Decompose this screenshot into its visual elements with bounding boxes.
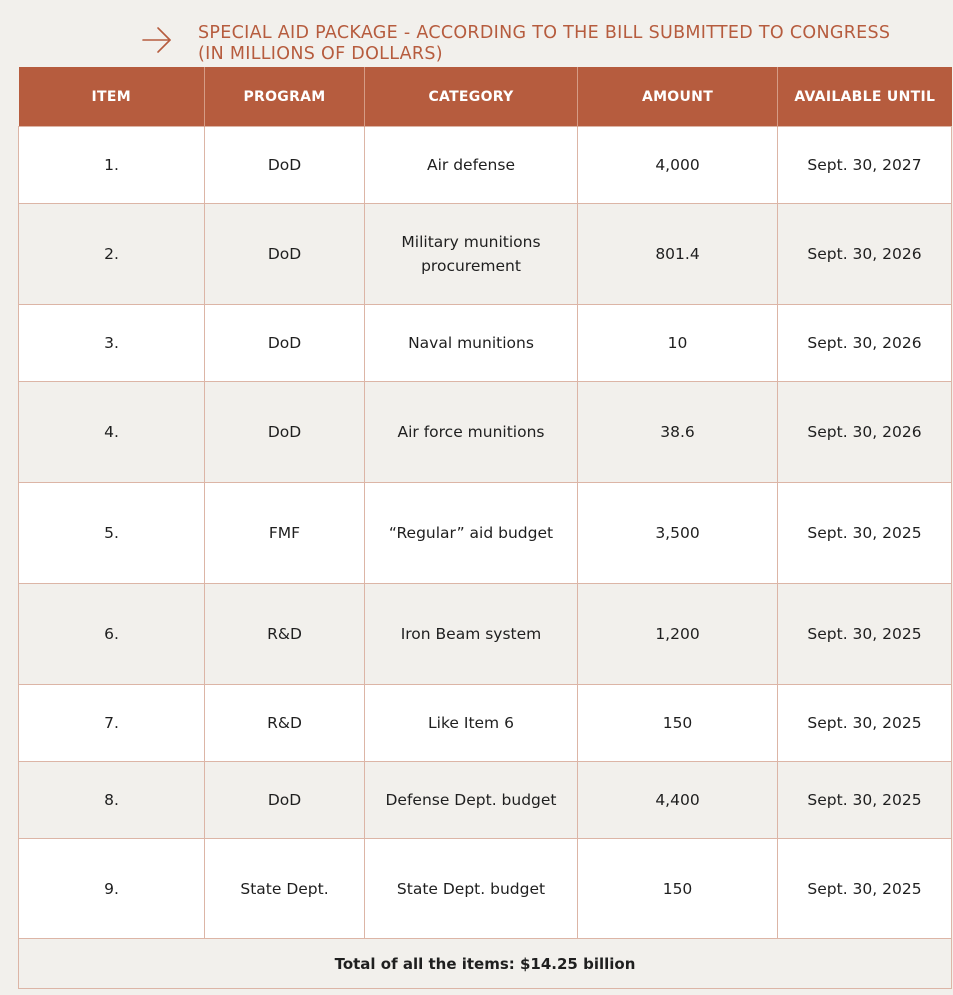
cell-category: Military munitions procurement [365, 204, 578, 305]
cell-item: 8. [19, 762, 205, 839]
cell-category: Defense Dept. budget [365, 762, 578, 839]
cell-program: R&D [205, 584, 365, 685]
cell-available-until: Sept. 30, 2026 [778, 382, 952, 483]
table-row [19, 483, 952, 584]
table-row [19, 839, 952, 939]
cell-category: Iron Beam system [365, 584, 578, 685]
table-row [19, 204, 952, 305]
cell-item: 5. [19, 483, 205, 584]
cell-available-until: Sept. 30, 2025 [778, 584, 952, 685]
page-title: SPECIAL AID PACKAGE - ACCORDING TO THE BILL SUBMITTED TO CONGRESS (IN MILLIONS OF DOLLARS) [198, 23, 891, 64]
cell-available-until: Sept. 30, 2025 [778, 839, 952, 939]
cell-category: Naval munitions [365, 305, 578, 382]
column-header-amount: AMOUNT [578, 67, 778, 127]
cell-category: Air defense [365, 127, 578, 204]
cell-program: DoD [205, 127, 365, 204]
cell-amount: 150 [578, 685, 778, 762]
cell-available-until: Sept. 30, 2027 [778, 127, 952, 204]
table-row [19, 584, 952, 685]
cell-amount: 38.6 [578, 382, 778, 483]
right-arrow-icon [141, 24, 173, 54]
cell-available-until: Sept. 30, 2025 [778, 762, 952, 839]
cell-available-until: Sept. 30, 2026 [778, 204, 952, 305]
column-header-program: PROGRAM [205, 67, 365, 127]
cell-category: Air force munitions [365, 382, 578, 483]
cell-item: 6. [19, 584, 205, 685]
cell-program: FMF [205, 483, 365, 584]
page-header [0, 0, 953, 67]
cell-amount: 3,500 [578, 483, 778, 584]
cell-item: 3. [19, 305, 205, 382]
cell-available-until: Sept. 30, 2025 [778, 685, 952, 762]
table-row [19, 127, 952, 204]
cell-item: 1. [19, 127, 205, 204]
cell-program: DoD [205, 382, 365, 483]
cell-item: 7. [19, 685, 205, 762]
cell-category: Like Item 6 [365, 685, 578, 762]
cell-category: State Dept. budget [365, 839, 578, 939]
cell-item: 2. [19, 204, 205, 305]
cell-program: DoD [205, 305, 365, 382]
table-row [19, 382, 952, 483]
table-row [19, 762, 952, 839]
cell-item: 4. [19, 382, 205, 483]
cell-available-until: Sept. 30, 2026 [778, 305, 952, 382]
cell-amount: 4,400 [578, 762, 778, 839]
table-row [19, 685, 952, 762]
cell-program: State Dept. [205, 839, 365, 939]
total-summary: Total of all the items: $14.25 billion [19, 939, 952, 989]
table-header-row [19, 67, 952, 127]
column-header-available-until: AVAILABLE UNTIL [778, 67, 952, 127]
cell-program: DoD [205, 204, 365, 305]
cell-available-until: Sept. 30, 2025 [778, 483, 952, 584]
table-row [19, 305, 952, 382]
cell-amount: 10 [578, 305, 778, 382]
cell-item: 9. [19, 839, 205, 939]
aid-package-table [18, 67, 952, 989]
column-header-category: CATEGORY [365, 67, 578, 127]
column-header-item: ITEM [19, 67, 205, 127]
cell-amount: 150 [578, 839, 778, 939]
cell-amount: 801.4 [578, 204, 778, 305]
total-row [19, 939, 952, 989]
cell-program: R&D [205, 685, 365, 762]
cell-program: DoD [205, 762, 365, 839]
cell-category: “Regular” aid budget [365, 483, 578, 584]
cell-amount: 4,000 [578, 127, 778, 204]
cell-amount: 1,200 [578, 584, 778, 685]
